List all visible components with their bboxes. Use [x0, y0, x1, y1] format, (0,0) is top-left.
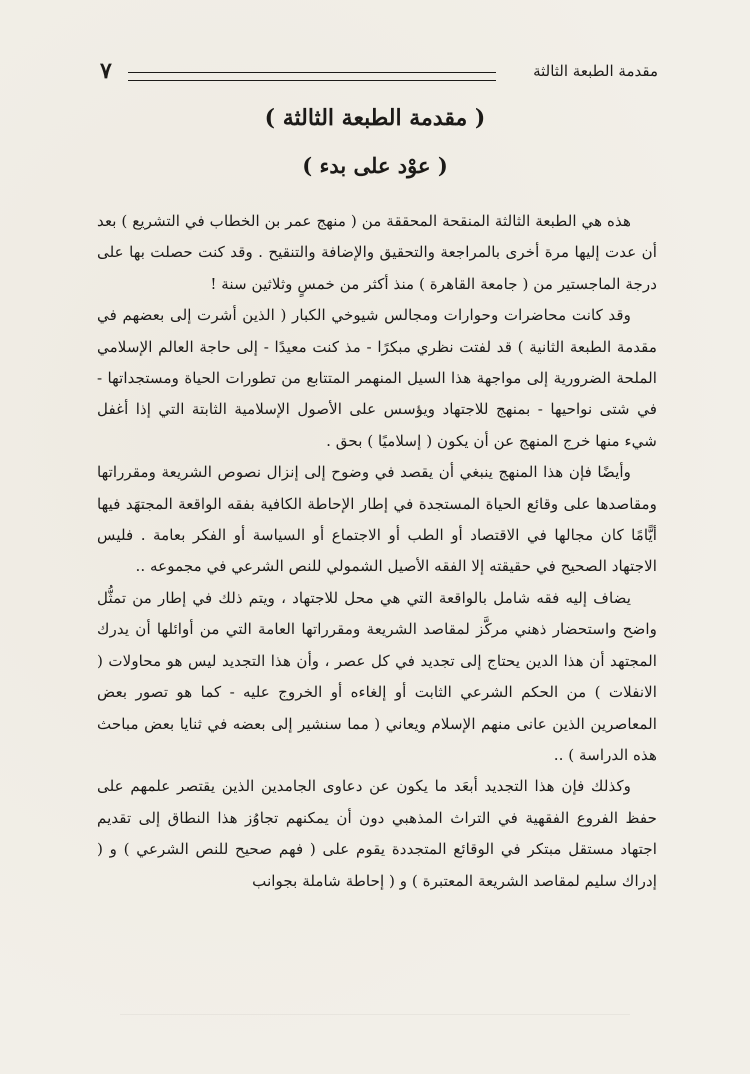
paragraph-2: وقد كانت محاضرات وحوارات ومجالس شيوخي الكبار ( الذين أشرت إلى بعضهم في مقدمة الطبعة الثانية ) قد لفتت نظري مبكرًا - مذ كنت معيدًا - إلى حاجة العالم الإسلامي الملحة الضرورية إلى مواجهة هذا السيل المنهمر المتتابع من تطورات الحياة ومستجداتها - في شتى نواحيها - بمنهج للاجتهاد ويؤسس على الأصول الإسلامية الثابتة التي إذا أغفل شيء منها خرج المنهج عن أن يكون ( إسلاميًا ) بحق . [97, 306, 657, 450]
header-double-rule [128, 72, 496, 81]
running-title: مقدمة الطبعة الثالثة [533, 62, 658, 80]
page-bottom-edge [120, 1014, 630, 1016]
page-number: ٧ [100, 58, 112, 84]
paragraph-4: يضاف إليه فقه شامل بالواقعة التي هي محل للاجتهاد ، ويتم ذلك في إطار من تمثُّل واضح واستحضار ذهني مركَّز لمقاصد الشريعة ومقرراتها العامة التي من أوائلها أن يدرك المجتهد أن هذا الدين يحتاج إلى تجديد في كل عصر ، وأن هذا التجديد ليس هو محاولات ( الانفلات ) من الحكم الشرعي الثابت أو إلغاءه أو الخروج عليه - كما هو تصور بعض المعاصرين الذين عانى منهم الإسلام ويعاني ( مما سنشير إلى بعضه في ثنايا بعض مباحث هذه الدراسة ) .. [97, 588, 657, 764]
paragraph-3: وأيضًا فإن هذا المنهج ينبغي أن يقصد في وضوح إلى إنزال نصوص الشريعة ومقرراتها ومقاصدها على وقائع الحياة المستجدة في إطار الإحاطة الكافية بفقه الواقعة المجتهَد فيها أيًّامًا كان مجالها في الاقتصاد أو الطب أو الاجتماع أو السياسة أو الفكر بعامة . فليس الاجتهاد الصحيح في حقيقته إلا الفقه الأصيل الشمولي للنص الشرعي في مجموعه .. [97, 463, 657, 576]
body-text [97, 206, 657, 897]
paragraph-1: هذه هي الطبعة الثالثة المنقحة المحققة من ( منهج عمر بن الخطاب في التشريع ) بعد أن عدت إليها مرة أخرى بالمراجعة والتحقيق والإضافة والتنقيح . وقد كنت حصلت بها على درجة الماجستير من ( جامعة القاهرة ) منذ أكثر من خمسٍ وثلاثين سنة ! [97, 212, 657, 293]
running-header [92, 60, 658, 90]
chapter-subtitle: ( عوْد على بدء ) [302, 153, 448, 178]
chapter-title: ( مقدمة الطبعة الثالثة ) [264, 105, 486, 131]
paragraph-5: وكذلك فإن هذا التجديد أبعَد ما يكون عن دعاوى الجامدين الذين يقتصر علمهم على حفظ الفروع الفقهية في التراث المذهبي دون أن يمكنهم تجاوُز هذا النطاق إلى تقديم اجتهاد مستقل مبتكر في الوقائع المتجددة يقوم على ( فهم صحيح للنص الشرعي ) و ( إدراك سليم لمقاصد الشريعة المعتبرة ) و ( إحاطة شاملة بجوانب [97, 777, 657, 890]
